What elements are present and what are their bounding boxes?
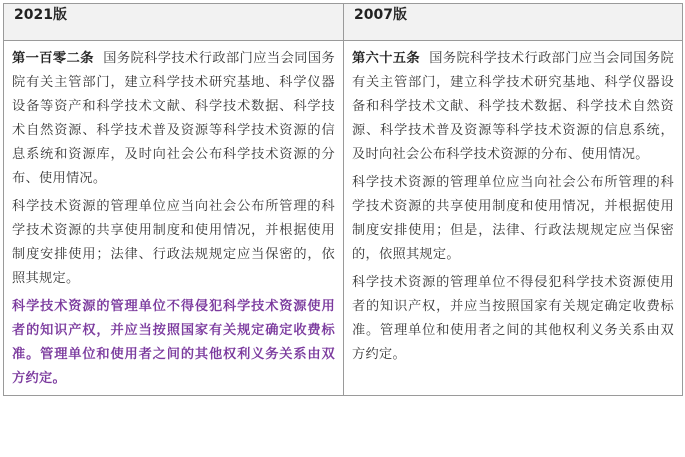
paragraph-2007-1 [352, 47, 674, 167]
paragraph-2007-2: 科学技术资源的管理单位应当向社会公布所管理的科学技术资源的共享使用制度和使用情况，并根据使用制度安排使用；但是，法律、行政法规规定应当保密的，依照其规定。 [352, 175, 674, 262]
content-row [4, 41, 683, 396]
paragraph-2021-2: 科学技术资源的管理单位应当向社会公布所管理的科学技术资源的共享使用制度和使用情况，并根据使用制度安排使用；法律、行政法规规定应当保密的，依照其规定。 [12, 199, 335, 286]
paragraph-2021-1 [12, 47, 335, 191]
header-row [4, 4, 683, 41]
cell-2021 [4, 41, 344, 396]
paragraph-2007-1-text: 国务院科学技术行政部门应当会同国务院有关主管部门，建立科学技术研究基地、科学仪器设备和科学技术文献、科学技术数据、科学技术自然资源、科学技术普及资源等科学技术资源的信息系统，及时向社会公布科学技术资源的分布、使用情况。 [352, 51, 675, 162]
paragraph-2007-3: 科学技术资源的管理单位不得侵犯科学技术资源使用者的知识产权，并应当按照国家有关规定确定收费标准。管理单位和使用者之间的其他权利义务关系由双方约定。 [352, 275, 674, 362]
article-number-2021: 第一百零二条 [12, 51, 94, 66]
paragraph-2021-1-text: 国务院科学技术行政部门应当会同国务院有关主管部门，建立科学技术研究基地、科学仪器设备等资产和科学技术文献、科学技术数据、科学技术自然资源、科学技术普及资源等科学技术资源的信息系统和资源库，及时向社会公布科学技术资源的分布、使用情况。 [12, 51, 335, 186]
header-2007: 2007版 [344, 4, 683, 41]
article-number-2007: 第六十五条 [352, 51, 421, 66]
cell-2007 [344, 41, 683, 396]
paragraph-2021-3-highlighted: 科学技术资源的管理单位不得侵犯科学技术资源使用者的知识产权，并应当按照国家有关规定确定收费标准。管理单位和使用者之间的其他权利义务关系由双方约定。 [12, 299, 335, 386]
header-2021: 2021版 [4, 4, 344, 41]
comparison-table [3, 3, 683, 396]
